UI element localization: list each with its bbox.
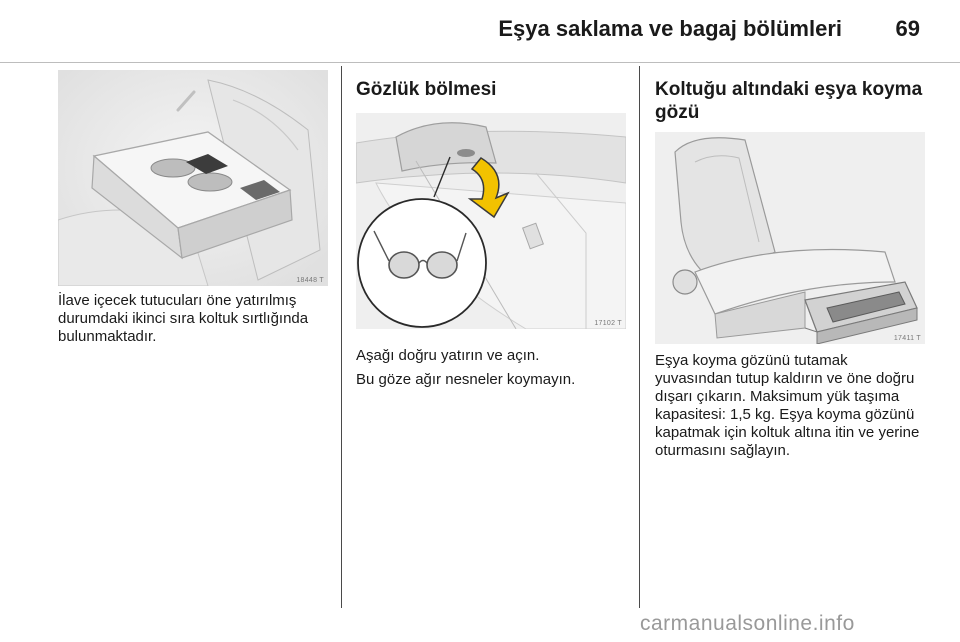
figure-code: 17411 T — [893, 335, 921, 342]
paragraph: Eşya koyma gözünü tutamak yuvasından tutup kaldırın ve öne doğru dışarı çıkarın. Maksimum yük taşıma kapasitesi: 1,5 kg. Eşya koyma gözünü kapatmak için koltuk altına itin ve yerine oturmasını sağlayın. — [655, 352, 920, 459]
column-body — [58, 292, 328, 346]
cup-holder-illustration — [58, 70, 328, 286]
section-title: Koltuğu altındaki eşya koyma gözü — [655, 79, 923, 123]
figure-code: 17102 T — [594, 320, 622, 327]
column-divider — [341, 66, 342, 608]
header-title: Eşya saklama ve bagaj bölümleri — [498, 16, 842, 41]
watermark: carmanualsonline.info — [640, 612, 855, 635]
page-header — [0, 0, 960, 63]
paragraph: Bu göze ağır nesneler koymayın. — [356, 371, 576, 388]
column-body — [356, 347, 626, 389]
column-cup-holders — [58, 70, 328, 346]
paragraph: Aşağı doğru yatırın ve açın. — [356, 347, 540, 364]
glasses-compartment-drawing — [356, 113, 626, 329]
column-divider — [639, 66, 640, 608]
paragraph: İlave içecek tutucuları öne yatırılmış durumdaki ikinci sıra koltuk sırtlığında bulunmaktadır. — [58, 292, 309, 345]
column-body — [655, 352, 925, 460]
glasses-compartment-illustration — [356, 113, 626, 329]
page-number: 69 — [895, 16, 920, 41]
under-seat-drawer-illustration — [655, 132, 925, 344]
section-title: Gözlük bölmesi — [356, 79, 497, 100]
under-seat-drawer-drawing — [655, 132, 925, 344]
figure-code: 18448 T — [296, 277, 324, 284]
column-glasses-compartment — [356, 70, 626, 389]
cup-holder-drawing — [58, 70, 328, 286]
column-under-seat-drawer — [655, 70, 925, 460]
